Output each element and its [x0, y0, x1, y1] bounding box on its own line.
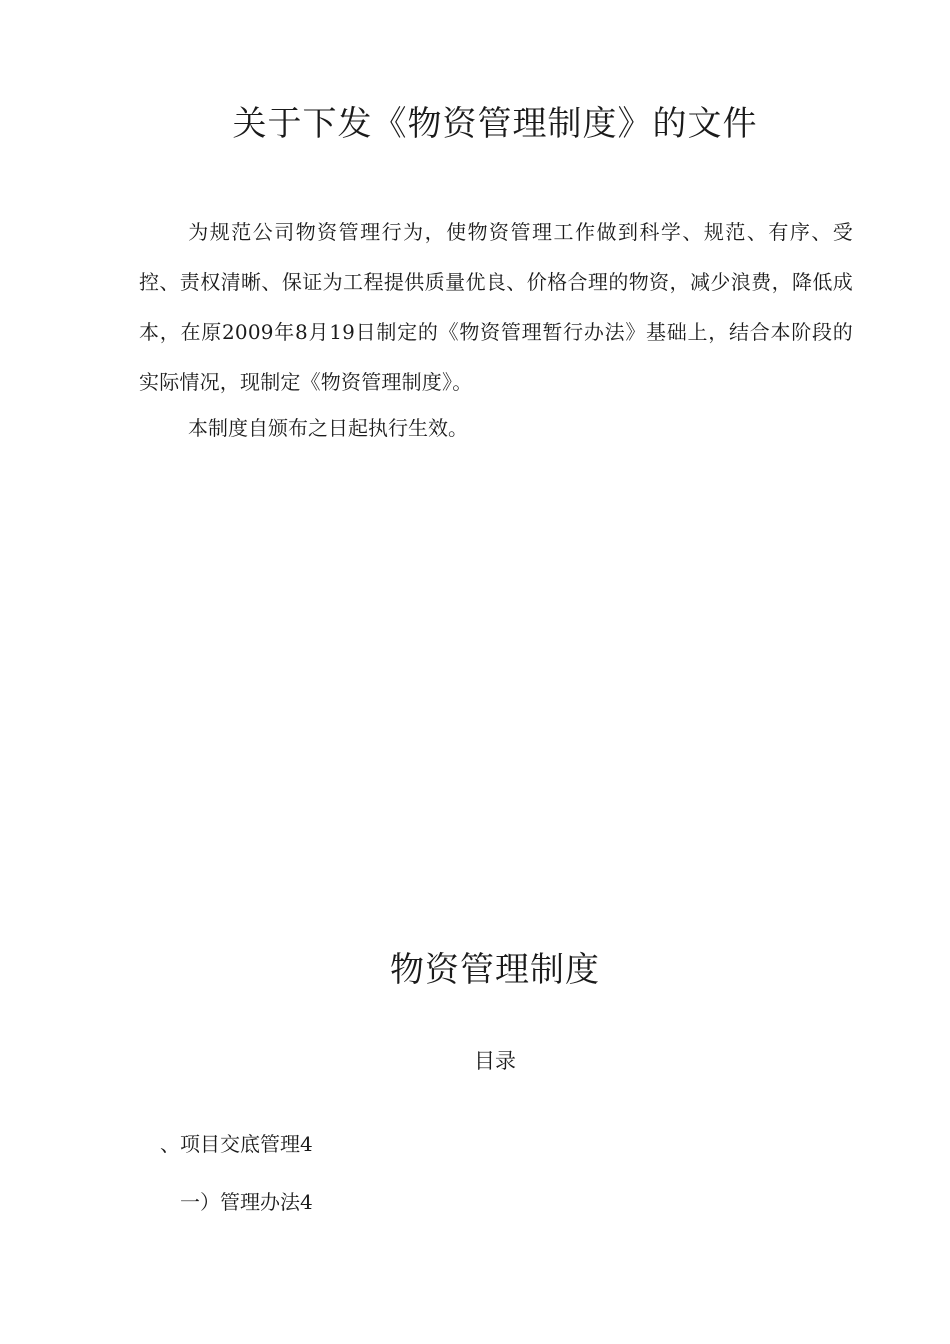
toc-item-management-method: 一）管理办法4: [180, 1190, 313, 1214]
toc-item-project-briefing: 、项目交底管理4: [160, 1132, 313, 1156]
notice-paragraph: [139, 207, 853, 407]
effective-statement: 本制度自颁布之日起执行生效。: [188, 416, 468, 440]
regulation-title: 物资管理制度: [390, 950, 600, 990]
notice-paragraph-text: 为规范公司物资管理行为，使物资管理工作做到科学、规范、有序、受控、责权清晰、保证为工程提供质量优良、价格合理的物资，减少浪费，降低成本，在原2009年8月19日制定的《物资管理暂行办法》基础上，结合本阶段的实际情况，现制定《物资管理制度》。: [139, 220, 853, 394]
toc-title: 目录: [474, 1049, 516, 1073]
notice-title: 关于下发《物资管理制度》的文件: [232, 104, 758, 144]
